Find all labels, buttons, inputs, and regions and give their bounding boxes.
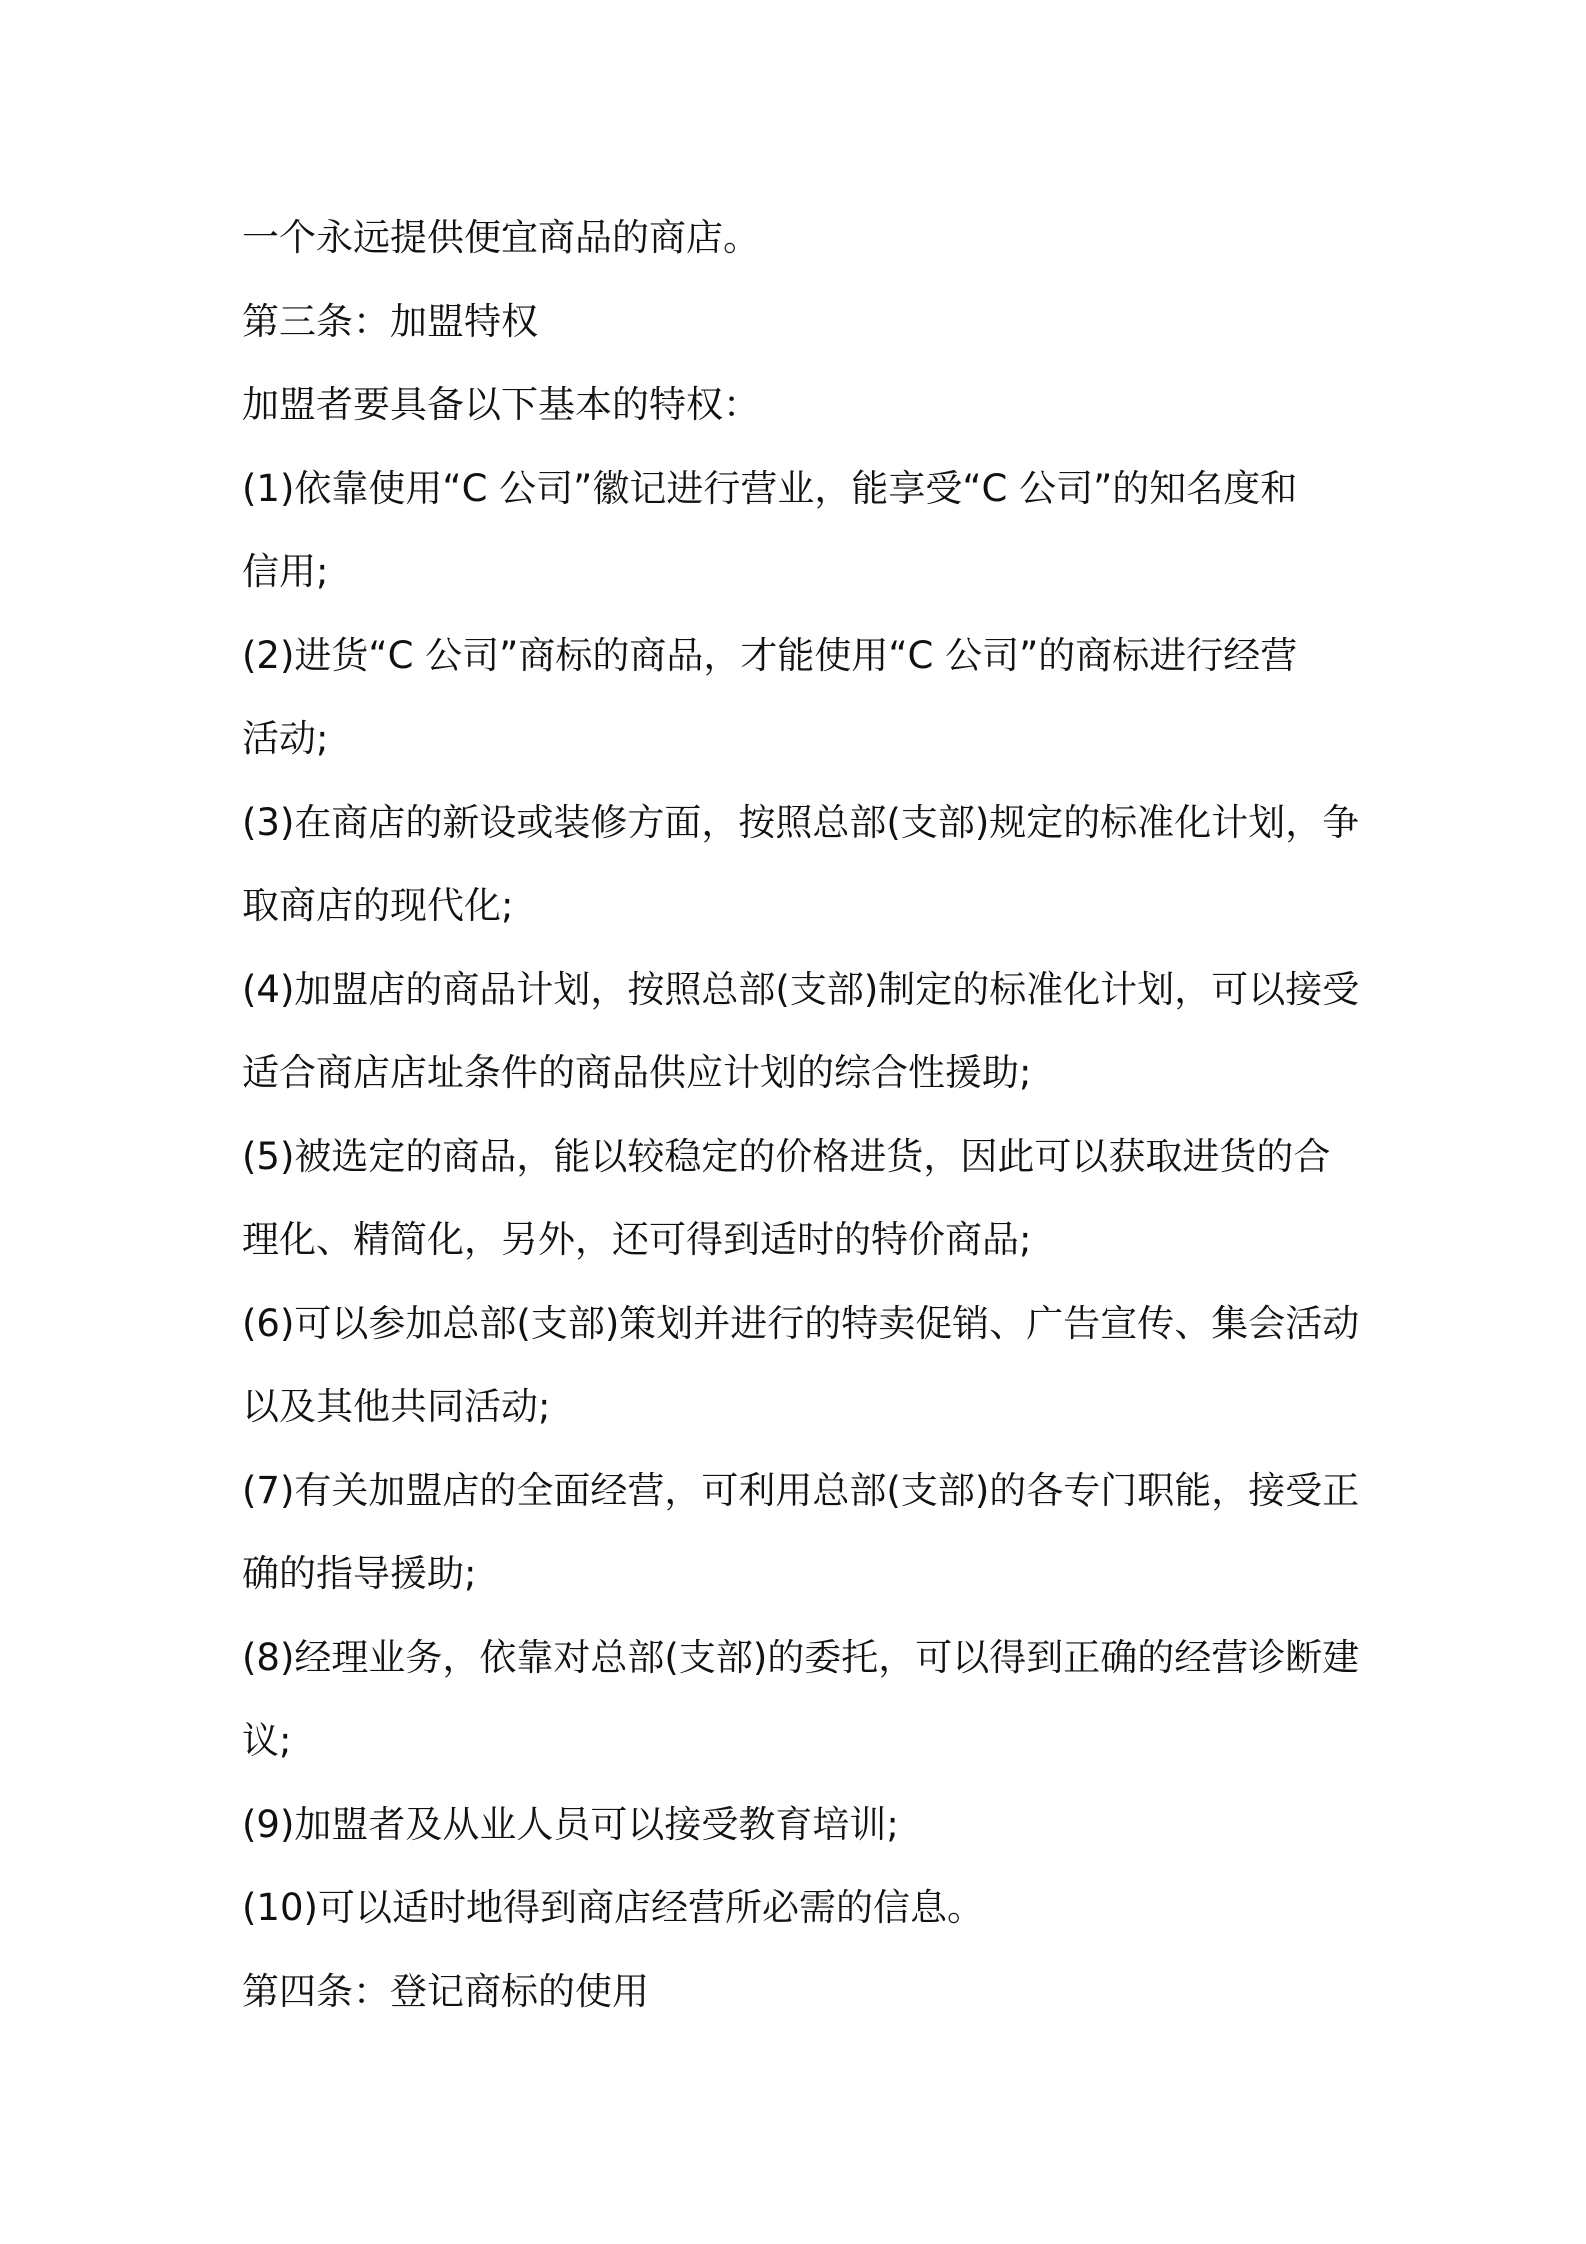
list-item-6-line-1: (6)可以参加总部(支部)策划并进行的特卖促销、广告宣传、集会活动 [242, 1301, 1360, 1345]
list-item-3-line-2: 取商店的现代化; [242, 884, 514, 927]
list-item-3-line-1: (3)在商店的新设或装修方面，按照总部(支部)规定的标准化计划，争 [242, 800, 1360, 844]
list-item-10: (10)可以适时地得到商店经营所必需的信息。 [242, 1886, 984, 1929]
text-line: 加盟者要具备以下基本的特权： [242, 383, 760, 426]
list-item-9: (9)加盟者及从业人员可以接受教育培训; [242, 1802, 899, 1846]
list-item-2-line-2: 活动; [242, 717, 329, 760]
list-item-1-line-1: (1)依靠使用“C 公司”徽记进行营业，能享受“C 公司”的知名度和 [242, 466, 1298, 510]
list-item-4-line-1: (4)加盟店的商品计划，按照总部(支部)制定的标准化计划，可以接受 [242, 967, 1360, 1011]
section-heading: 第四条：登记商标的使用 [242, 1969, 649, 2013]
list-item-7-line-1: (7)有关加盟店的全面经营，可利用总部(支部)的各专门职能，接受正 [242, 1468, 1360, 1512]
list-item-7-line-2: 确的指导援助; [242, 1552, 477, 1595]
list-item-2-line-1: (2)进货“C 公司”商标的商品，才能使用“C 公司”的商标进行经营 [242, 633, 1298, 677]
list-item-5-line-1: (5)被选定的商品，能以较稳定的价格进货，因此可以获取进货的合 [242, 1134, 1331, 1178]
list-item-6-line-2: 以及其他共同活动; [242, 1385, 551, 1428]
list-item-8-line-1: (8)经理业务，依靠对总部(支部)的委托，可以得到正确的经营诊断建 [242, 1635, 1360, 1679]
list-item-5-line-2: 理化、精简化，另外，还可得到适时的特价商品; [242, 1218, 1032, 1261]
text-line: 一个永远提供便宜商品的商店。 [242, 216, 760, 259]
list-item-8-line-2: 议; [242, 1719, 292, 1762]
section-heading: 第三条：加盟特权 [242, 299, 538, 343]
document-body [242, 196, 1362, 2033]
list-item-4-line-2: 适合商店店址条件的商品供应计划的综合性援助; [242, 1051, 1032, 1094]
list-item-1-line-2: 信用; [242, 550, 329, 593]
